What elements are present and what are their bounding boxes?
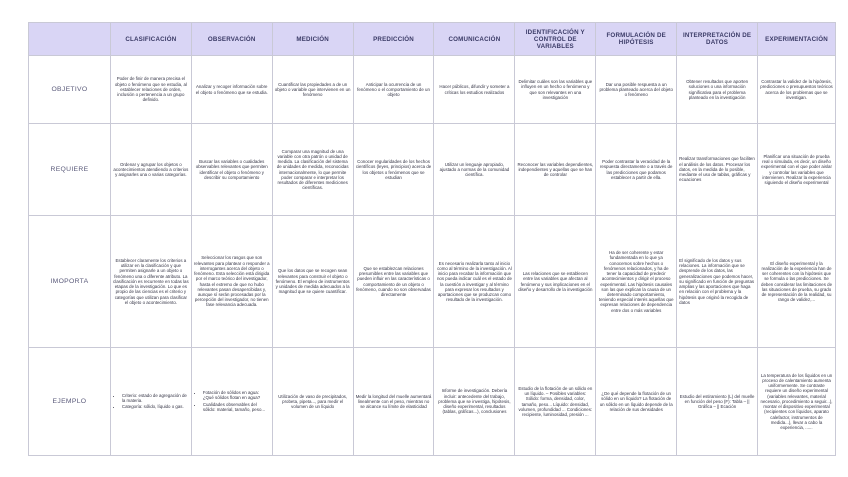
cell: Estudio de la flotación de un sólido en un líquido. – Posibles variables: Sólido: forma, densidad, color, tamaño, peso... Líquido: densidad, volumen, profundidad ... Condiciones: recipiente, luminosidad, presión ... xyxy=(515,348,596,456)
row-ejemplo xyxy=(29,348,836,456)
col-header-identificacion: IDENTIFICACIÓN Y CONTROL DE VARIABLES xyxy=(515,23,596,56)
cell: La temperatura de los líquidos en un proceso de calentamiento aumenta uniformemente. Se contraste requiere un diseño experimental (variables relevantes, material necesario, procedimiento a seguir...), montar el dispositivo experimental (recipientes con líquidos, aparato calefactor, instrumentos de medida...), llevar a cabo la experiencia, ...... xyxy=(758,348,836,456)
list-item: • Cualidades observables del sólido: material, tamaño, peso... xyxy=(203,402,270,412)
cell: Anticipar la ocurrencia de un fenómeno o el comportamiento de un objeto xyxy=(353,56,434,124)
corner-cell xyxy=(29,23,111,56)
cell: Poder de finir de manera precisa el objeto o fenómeno que se estudia, al establecer relaciones de orden, inclusión o pertenencia a un grupo definido. xyxy=(110,56,191,124)
cell: Contrastar la validez de la hipótesis, predicciones o presupuestos teóricos acerca de los problemas que se investigan. xyxy=(758,56,836,124)
row-objetivo xyxy=(29,56,836,124)
list-item: • Criterio: estado de agregación de la materia. xyxy=(122,393,189,403)
row-label-ejemplo: EJEMPLO xyxy=(29,348,111,456)
bullet-list xyxy=(113,393,189,410)
col-header-experimentacion: EXPERIMENTACIÓN xyxy=(758,23,836,56)
cell: Las relaciones que se establecen entre las variables que afectan al fenómeno y sus implicaciones en el diseño y desarrollo de la investigación xyxy=(515,216,596,348)
cell: Realizar transformaciones que faciliten el análisis de los datos. Procesar los datos, en la medida de lo posible, mediante el uso de tablas, gráficas y ecuaciones xyxy=(677,124,758,216)
row-importa xyxy=(29,216,836,348)
cell: El significado de los datos y sus relaciones. La información que se desprende de los datos, las generalizaciones que podemos hacer, su significado en función de preguntas amplias y las aportaciones que haga en relación con el problema y la hipótesis que originó la recogida de datos xyxy=(677,216,758,348)
row-label-objetivo: OBJETIVO xyxy=(29,56,111,124)
cell: Ordenar y agrupar los objetos o acontecimientos atendiendo a criterios y asignarles una o varias categorías. xyxy=(110,124,191,216)
cell: Buscar las variables o cualidades observables relevantes que permiten identificar el objeto o fenómeno y describir su comportamiento xyxy=(191,124,272,216)
cell: ¿De qué depende la flotación de un sólido en un líquido? La flotación de un sólido en un líquido depende de la relación de sus densidades xyxy=(596,348,677,456)
cell: Reconocer las variables dependientes, independientes y aquellas que se han de controlar xyxy=(515,124,596,216)
row-label-requiere: REQUIERE xyxy=(29,124,111,216)
cell: Analizar y recoger información sobre el objeto o fenómeno que se estudia. xyxy=(191,56,272,124)
list-item: • Fotación de sólidos en agua: ¿Qué sólidos flotan en agua? xyxy=(203,390,270,400)
cell: Seleccionar los rasgos que son relevantes para plantear o responder a interrogantes acerca del objeto o fenómeno. Esta selección está dirigida por el marco teórico del investigador, hasta el extremo de que no hubo relevantes pasan desapercibidas y, aunque sí serán procesadas por la percepción del investigador, no tienen fase relevancia adecuada. xyxy=(191,216,272,348)
cell: Conocer regularidades de los hechos científicos (leyes, principios) acerca de los objetos o fenómenos que se estudian xyxy=(353,124,434,216)
col-header-clasificacion: CLASIFICACIÓN xyxy=(110,23,191,56)
cell: Planificar una situación de prueba real o simulada, es decir, un diseño experimental con el que poder aislar y controlar las variables que intervienen. Realizar la experiencia siguiendo el diseño experimental xyxy=(758,124,836,216)
cell: Utilizar un lenguaje apropiado, ajustado a normas de la comunidad científica. xyxy=(434,124,515,216)
cell: Medir la longitud del muelle aumentará linealmente con el peso, mientras no se alcance su límite de elasticidad xyxy=(353,348,434,456)
science-process-skills-table xyxy=(28,22,836,456)
row-label-importa: IMOPORTA xyxy=(29,216,111,348)
cell xyxy=(191,348,272,456)
col-header-prediccion: PREDICCIÓN xyxy=(353,23,434,56)
cell xyxy=(110,348,191,456)
cell: Establecer claramente los criterios a utilizar en la clasificación y que permiten asignarle a un objeto o fenómeno una o diferente atributo. La clasificación es recurrente en todas las etapas de la investigación. Lo que es propio de las ciencias es el criterio y categorías que utilizan para clasificar el objeto o acontecimiento. xyxy=(110,216,191,348)
cell: Comparar una magnitud de una variable con otra patrón o unidad de medida. La clasificación del sistema de unidades de medida, reconocidas internacionalmente, lo que permite poder comparar e interpretar los resultados de diferentes mediciones científicas. xyxy=(272,124,353,216)
cell: Ha de ser coherente y estar fundamentada en lo que ya conocemos sobre hechos o fenómenos relacionados, y ha de tener la capacidad de predecir acontecimientos y dirigir el proceso experimental. Las hipótesis causales son las que explican la causa de un determinado comportamiento, teniendo especial interés aquellas que expresan relaciones de dependencia entre dos o más variables xyxy=(596,216,677,348)
cell: Hacer públicos, difundir y someter a críticas los estudios realizados xyxy=(434,56,515,124)
cell: Informe de investigación. Debería incluir: antecedente del trabajo, problema que se investiga, hipótesis, diseño experimental, resultados (tablas, gráficas...), conclusiones xyxy=(434,348,515,456)
col-header-formulacion: FORMULACIÓN DE HIPÓTESIS xyxy=(596,23,677,56)
bullet-list xyxy=(194,390,270,412)
cell: Utilización de vaso de precipitados, probeta, pipeta..., para medir el volumen de un líquido xyxy=(272,348,353,456)
cell: Es necesario realizarla tanto al inicio como al término de la investigación. Al inicio para recabar la información que nos pueda indicar cuál es el estado de la cuestión a investigar y al término para expresar los resultados y aportaciones que se produzcan como resultado de la investigación. xyxy=(434,216,515,348)
row-requiere xyxy=(29,124,836,216)
cell: Que se establezcan relaciones presumibles entre las variables que pueden influir en las características o comportamiento de un objeto o fenómeno, cuando no son observadas directamente xyxy=(353,216,434,348)
cell: El diseño experimental y la realización de la experiencia han de ser coherentes con la hipótesis que se formula o las predicciones. Se deben considerar las limitaciones de las situaciones de prueba, su grado de representación de la realidad, su rango de validez,... xyxy=(758,216,836,348)
col-header-observacion: OBSERVACIÓN xyxy=(191,23,272,56)
cell: Poder contrastar la veracidad de la respuesta directamente o a través de las predicciones que podamos establecer a partir de ella. xyxy=(596,124,677,216)
col-header-comunicacion: COMUNICACIÓN xyxy=(434,23,515,56)
cell: Cuantificar las propiedades a de un objeto o variable que intervienen en un fenómeno xyxy=(272,56,353,124)
cell: Delimitar cuáles son las variables que influyen en un hecho o fenómeno y que son relevantes en una investigación xyxy=(515,56,596,124)
cell: Que los datos que se recogen sean relevantes para construir el objeto o fenómeno. El empleo de instrumentos y unidades de medida adecuados a la magnitud que se quiere cuantificar. xyxy=(272,216,353,348)
header-row xyxy=(29,23,836,56)
col-header-interpretacion: INTERPRETACIÓN DE DATOS xyxy=(677,23,758,56)
list-item: • Categoría: sólido, líquido o gas. xyxy=(122,404,189,409)
col-header-medicion: MEDICIÓN xyxy=(272,23,353,56)
cell: Estudio del estiramiento (L) del muelle en función del peso (F): Tabla – || Gráfica – || Ecación xyxy=(677,348,758,456)
cell: Obtener resultados que aporten soluciones o una información significativa para el problema planteado en la investigación xyxy=(677,56,758,124)
cell: Dar una posible respuesta a un problema planteado acerca del objeto o fenómeno xyxy=(596,56,677,124)
